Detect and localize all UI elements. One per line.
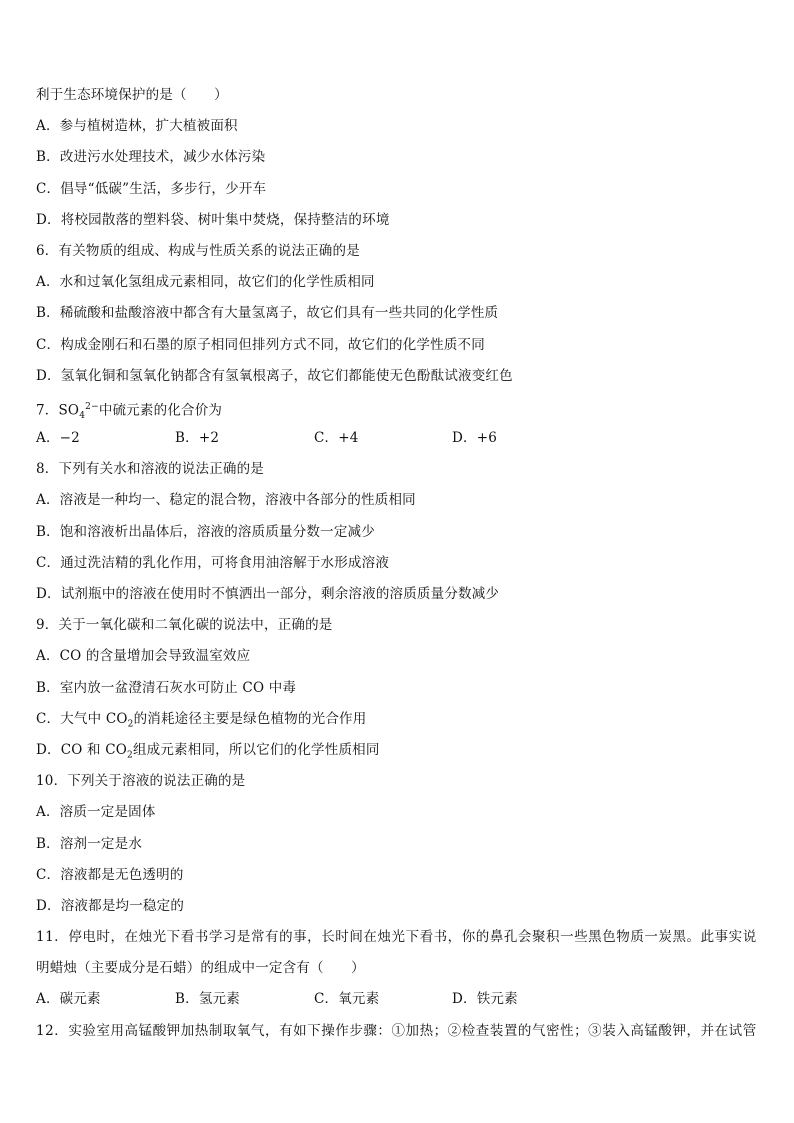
question-7-option-a: A．−2	[36, 430, 80, 447]
co2-subscript: 2	[127, 719, 134, 730]
question-9-option-d-post: 组成元素相同，所以它们的化学性质相同	[132, 741, 380, 758]
question-8-option-d: D．试剂瓶中的溶液在使用时不慎洒出一部分，剩余溶液的溶质质量分数减少	[36, 586, 500, 602]
question-7-option-b: B．+2	[175, 430, 220, 447]
document-page	[36, 80, 761, 1047]
question-8-option-c: C．通过洗洁精的乳化作用，可将食用油溶解于水形成溶液	[36, 554, 390, 571]
question-10-option-c: C．溶液都是无色透明的	[36, 866, 184, 883]
question-11-option-a: A．碳元素	[36, 991, 101, 1008]
question-5-stem-end: 利于生态环境保护的是（ ）	[36, 87, 228, 103]
question-9-option-c	[36, 704, 761, 735]
question-11-option-d: D．铁元素	[452, 991, 518, 1008]
question-11-stem-line-1: 11．停电时，在烛光下看书学习是常有的事，长时间在烛光下看书，你的鼻孔会聚积一些黑色物质一炭黑。此事实说	[36, 929, 757, 946]
question-10-option-a: A．溶质一定是固体	[36, 804, 156, 821]
question-9-option-c-post: 的消耗途径主要是绿色植物的光合作用	[133, 710, 367, 727]
question-10-option-b: B．溶剂一定是水	[36, 835, 143, 852]
co2-subscript: 2	[127, 750, 133, 761]
question-8-option-a: A．溶液是一种均一、稳定的混合物，溶液中各部分的性质相同	[36, 492, 416, 509]
question-10-option-d: D．溶液都是均一稳定的	[36, 897, 185, 914]
question-11-option-c: C．氧元素	[314, 991, 380, 1008]
question-9-option-b: B．室内放一盆澄清石灰水可防止 CO 中毒	[36, 679, 297, 696]
question-7-option-c: C．+4	[314, 430, 359, 447]
question-7-stem	[36, 392, 761, 423]
question-7-option-d: D．+6	[452, 430, 498, 447]
question-5-option-b: B．改进污水处理技术，减少水体污染	[36, 149, 266, 166]
question-8-stem: 8．下列有关水和溶液的说法正确的是	[36, 461, 264, 478]
question-9-option-d-pre: D．CO 和 CO	[36, 741, 128, 758]
question-7-options	[36, 423, 761, 454]
question-6-option-a: A．水和过氧化氢组成元素相同，故它们的化学性质相同	[36, 274, 375, 291]
question-5-option-a: A．参与植树造林，扩大植被面积	[36, 118, 238, 135]
question-5-option-c: C．倡导“低碳”生活，多步行，少开车	[36, 180, 267, 197]
sulfate-charge: 2−	[85, 401, 99, 412]
question-5-option-d: D．将校园散落的塑料袋、树叶集中焚烧，保持整洁的环境	[36, 211, 390, 228]
question-9-option-a: A．CO 的含量增加会导致温室效应	[36, 648, 251, 665]
question-6-option-d: D．氢氧化铜和氢氧化钠都含有氢氧根离子，故它们都能使无色酚酞试液变红色	[36, 367, 513, 384]
question-9-option-d	[36, 735, 761, 766]
question-6-option-c: C．构成金刚石和石墨的原子相同但排列方式不同，故它们的化学性质不同	[36, 336, 485, 353]
question-11-option-b: B．氢元素	[175, 991, 240, 1008]
question-6-option-b: B．稀硫酸和盐酸溶液中都含有大量氢离子，故它们具有一些共同的化学性质	[36, 305, 499, 322]
question-11-options	[36, 984, 761, 1015]
question-10-stem: 10．下列关于溶液的说法正确的是	[36, 773, 246, 790]
question-6-stem: 6．有关物质的组成、构成与性质关系的说法正确的是	[36, 242, 360, 259]
question-7-prefix: 7．SO	[36, 402, 80, 419]
question-8-option-b: B．饱和溶液析出晶体后，溶液的溶质质量分数一定减少	[36, 523, 375, 540]
question-11-stem-line-2: 明蜡烛（主要成分是石蜡）的组成中一定含有（ ）	[36, 960, 365, 977]
sulfate-subscript: 4	[79, 411, 86, 422]
question-7-suffix: 中硫元素的化合价为	[98, 402, 223, 419]
question-12-stem-line-1: 12．实验室用高锰酸钾加热制取氧气，有如下操作步骤：①加热；②检查装置的气密性；③装入高锰酸钾，并在试管	[36, 1022, 757, 1039]
question-9-option-c-pre: C．大气中 CO	[36, 710, 128, 727]
question-9-stem: 9．关于一氧化碳和二氧化碳的说法中，正确的是	[36, 617, 333, 634]
